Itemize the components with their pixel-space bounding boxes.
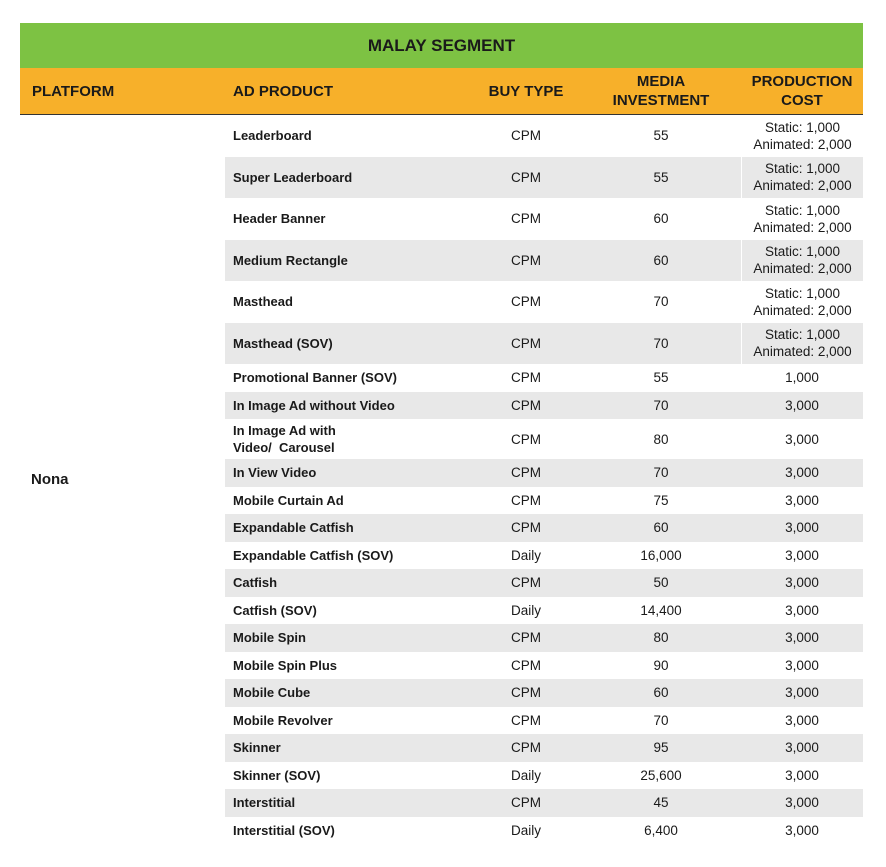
table-row — [225, 157, 863, 199]
buy-type-cell: CPM — [511, 211, 541, 227]
media-investment-cell: 80 — [653, 431, 669, 447]
header-ad-product: AD PRODUCT — [233, 82, 333, 100]
buy-type-cell: CPM — [511, 128, 541, 144]
media-investment-cell: 90 — [653, 657, 669, 673]
buy-type-cell: CPM — [511, 252, 541, 268]
media-investment-cell: 80 — [653, 630, 669, 646]
segment-title: MALAY SEGMENT — [20, 23, 863, 68]
media-investment-cell: 60 — [653, 520, 669, 536]
production-cost-line1: 3,000 — [785, 795, 819, 811]
buy-type-cell: CPM — [511, 431, 541, 447]
table-row — [225, 679, 863, 707]
buy-type-cell: Daily — [510, 822, 541, 838]
header-media-line1: MEDIA — [636, 73, 686, 90]
media-investment-cell: 14,400 — [640, 602, 682, 618]
ad-product-cell — [225, 519, 471, 536]
ad-product-cell — [225, 767, 471, 784]
production-cost-cell — [741, 597, 863, 625]
buy-type-cell: Daily — [510, 602, 541, 618]
platform-name: Nona — [31, 471, 69, 488]
ad-product-text: Mobile Spin — [233, 630, 306, 646]
ad-product-text: In Image Ad with — [233, 423, 336, 438]
buy-type-cell: CPM — [511, 169, 541, 185]
production-cost-line2: Animated: 2,000 — [753, 178, 852, 194]
production-cost-line1: Static: 1,000 — [764, 202, 841, 218]
ad-product-cell — [225, 210, 471, 227]
table-row — [225, 514, 863, 542]
buy-type-cell: CPM — [511, 294, 541, 310]
production-cost-line1: Static: 1,000 — [764, 285, 841, 301]
ad-product-text: Catfish (SOV) — [233, 602, 317, 618]
production-cost-line1: 3,000 — [785, 657, 819, 673]
buy-type-cell: CPM — [511, 370, 541, 386]
ad-product-cell — [225, 574, 471, 591]
table-row — [225, 487, 863, 515]
table-row — [225, 115, 863, 157]
media-investment-cell: 16,000 — [640, 547, 682, 563]
ad-product-text: Mobile Revolver — [233, 712, 333, 728]
production-cost-cell — [741, 679, 863, 707]
ad-product-text: Expandable Catfish (SOV) — [233, 547, 394, 563]
table-row — [225, 198, 863, 240]
table-row — [225, 419, 863, 459]
production-cost-line1: 3,000 — [785, 602, 819, 618]
table-row — [225, 542, 863, 570]
ad-product-text: Expandable Catfish — [233, 520, 354, 536]
buy-type-cell: CPM — [511, 740, 541, 756]
media-investment-cell: 45 — [653, 795, 669, 811]
table-row — [225, 734, 863, 762]
buy-type-cell: CPM — [511, 712, 541, 728]
production-cost-line2: Animated: 2,000 — [753, 261, 852, 277]
ad-product-cell — [225, 422, 471, 456]
buy-type-cell: Daily — [510, 767, 541, 783]
production-cost-line2: Animated: 2,000 — [753, 302, 852, 318]
production-cost-line1: 3,000 — [785, 520, 819, 536]
production-cost-cell — [741, 364, 863, 392]
production-cost-line1: 3,000 — [785, 547, 819, 563]
rate-card-table — [20, 23, 863, 844]
header-media-line2: INVESTMENT — [612, 92, 710, 109]
buy-type-cell: CPM — [511, 335, 541, 351]
production-cost-line1: 3,000 — [785, 630, 819, 646]
table-row — [225, 569, 863, 597]
media-investment-cell: 70 — [653, 465, 669, 481]
ad-product-cell — [225, 602, 471, 619]
production-cost-line1: 1,000 — [785, 370, 819, 386]
production-cost-line1: 3,000 — [785, 575, 819, 591]
production-cost-line1: 3,000 — [785, 492, 819, 508]
table-row — [225, 789, 863, 817]
ad-product-cell — [225, 127, 471, 144]
table-row — [225, 652, 863, 680]
production-cost-line1: 3,000 — [785, 431, 819, 447]
production-cost-line2: Animated: 2,000 — [753, 344, 852, 360]
production-cost-cell — [741, 392, 863, 420]
production-cost-cell — [741, 281, 863, 323]
header-prod-line2: COST — [781, 92, 823, 109]
ad-product-text: Medium Rectangle — [233, 252, 348, 268]
table-row — [225, 240, 863, 282]
ad-product-text: Leaderboard — [233, 128, 312, 144]
header-buy-type: BUY TYPE — [488, 82, 564, 100]
buy-type-cell: CPM — [511, 397, 541, 413]
media-investment-cell: 50 — [653, 575, 669, 591]
ad-product-cell — [225, 547, 471, 564]
ad-product-cell — [225, 739, 471, 756]
production-cost-cell — [741, 487, 863, 515]
ad-product-text: In Image Ad without Video — [233, 397, 395, 413]
buy-type-cell: CPM — [511, 520, 541, 536]
ad-product-cell — [225, 397, 471, 414]
table-row — [225, 364, 863, 392]
production-cost-cell — [741, 817, 863, 845]
buy-type-cell: CPM — [511, 465, 541, 481]
ad-product-cell — [225, 335, 471, 352]
media-investment-cell: 70 — [653, 712, 669, 728]
production-cost-cell — [741, 569, 863, 597]
table-row — [225, 597, 863, 625]
ad-product-cell — [225, 464, 471, 481]
production-cost-line1: 3,000 — [785, 822, 819, 838]
media-investment-cell: 70 — [653, 397, 669, 413]
production-cost-cell — [741, 542, 863, 570]
production-cost-cell — [741, 734, 863, 762]
ad-product-text: Mobile Curtain Ad — [233, 492, 344, 508]
production-cost-line1: 3,000 — [785, 767, 819, 783]
ad-product-cell — [225, 794, 471, 811]
production-cost-cell — [741, 419, 863, 459]
production-cost-cell — [741, 157, 863, 199]
media-investment-cell: 55 — [653, 169, 669, 185]
buy-type-cell: CPM — [511, 685, 541, 701]
header-platform: PLATFORM — [32, 82, 115, 100]
media-investment-cell: 95 — [653, 740, 669, 756]
media-investment-cell: 55 — [653, 128, 669, 144]
ad-product-cell — [225, 169, 471, 186]
buy-type-cell: CPM — [511, 657, 541, 673]
media-investment-cell: 25,600 — [640, 767, 682, 783]
production-cost-cell — [741, 707, 863, 735]
production-cost-line1: Static: 1,000 — [764, 244, 841, 260]
production-cost-line1: Static: 1,000 — [764, 119, 841, 135]
ad-product-text: Skinner (SOV) — [233, 767, 321, 783]
header-production-cost — [741, 72, 863, 110]
header-prod-line1: PRODUCTION — [751, 73, 853, 90]
ad-product-text: Interstitial (SOV) — [233, 822, 335, 838]
ad-product-text: Super Leaderboard — [233, 169, 353, 185]
table-row — [225, 281, 863, 323]
table-row — [225, 707, 863, 735]
ad-product-text: Masthead (SOV) — [233, 335, 333, 351]
buy-type-cell: CPM — [511, 630, 541, 646]
ad-product-cell — [225, 684, 471, 701]
ad-product-cell — [225, 629, 471, 646]
production-cost-line1: Static: 1,000 — [764, 161, 841, 177]
ad-product-cell — [225, 492, 471, 509]
production-cost-line1: 3,000 — [785, 465, 819, 481]
media-investment-cell: 70 — [653, 335, 669, 351]
production-cost-cell — [741, 652, 863, 680]
production-cost-line2: Animated: 2,000 — [753, 136, 852, 152]
ad-product-text: Catfish — [233, 575, 278, 591]
media-investment-cell: 75 — [653, 492, 669, 508]
media-investment-cell: 60 — [653, 211, 669, 227]
ad-product-text: Mobile Cube — [233, 685, 311, 701]
ad-product-cell — [225, 657, 471, 674]
ad-product-text: Masthead — [233, 294, 293, 310]
ad-product-text-line2: Video/ Carousel — [233, 440, 335, 455]
ad-product-cell — [225, 712, 471, 729]
production-cost-cell — [741, 459, 863, 487]
table-row — [225, 762, 863, 790]
ad-product-text: Skinner — [233, 740, 281, 756]
production-cost-cell — [741, 115, 863, 157]
production-cost-cell — [741, 762, 863, 790]
header-media-investment — [581, 72, 741, 110]
table-row — [225, 459, 863, 487]
buy-type-cell: CPM — [511, 575, 541, 591]
production-cost-cell — [741, 624, 863, 652]
ad-product-cell — [225, 293, 471, 310]
production-cost-line1: 3,000 — [785, 685, 819, 701]
production-cost-line1: Static: 1,000 — [764, 327, 841, 343]
media-investment-cell: 6,400 — [644, 822, 678, 838]
table-row — [225, 392, 863, 420]
production-cost-cell — [741, 789, 863, 817]
ad-product-text: Promotional Banner (SOV) — [233, 370, 397, 386]
production-cost-line1: 3,000 — [785, 712, 819, 728]
media-investment-cell: 60 — [653, 252, 669, 268]
ad-product-text: Interstitial — [233, 795, 296, 811]
table-body — [20, 115, 863, 844]
production-cost-cell — [741, 240, 863, 282]
table-row — [225, 624, 863, 652]
production-cost-line1: 3,000 — [785, 397, 819, 413]
ad-product-cell — [225, 369, 471, 386]
ad-product-text: Mobile Spin Plus — [233, 657, 338, 673]
production-cost-line1: 3,000 — [785, 740, 819, 756]
production-cost-cell — [741, 198, 863, 240]
table-row — [225, 323, 863, 365]
ad-product-cell — [225, 252, 471, 269]
media-investment-cell: 70 — [653, 294, 669, 310]
ad-product-cell — [225, 822, 471, 839]
media-investment-cell: 55 — [653, 370, 669, 386]
production-cost-cell — [741, 323, 863, 365]
production-cost-cell — [741, 514, 863, 542]
header-row — [20, 68, 863, 115]
table-row — [225, 817, 863, 845]
ad-product-text: Header Banner — [233, 211, 326, 227]
buy-type-cell: CPM — [511, 492, 541, 508]
production-cost-line2: Animated: 2,000 — [753, 219, 852, 235]
buy-type-cell: Daily — [510, 547, 541, 563]
media-investment-cell: 60 — [653, 685, 669, 701]
ad-product-text: In View Video — [233, 465, 317, 481]
buy-type-cell: CPM — [511, 795, 541, 811]
